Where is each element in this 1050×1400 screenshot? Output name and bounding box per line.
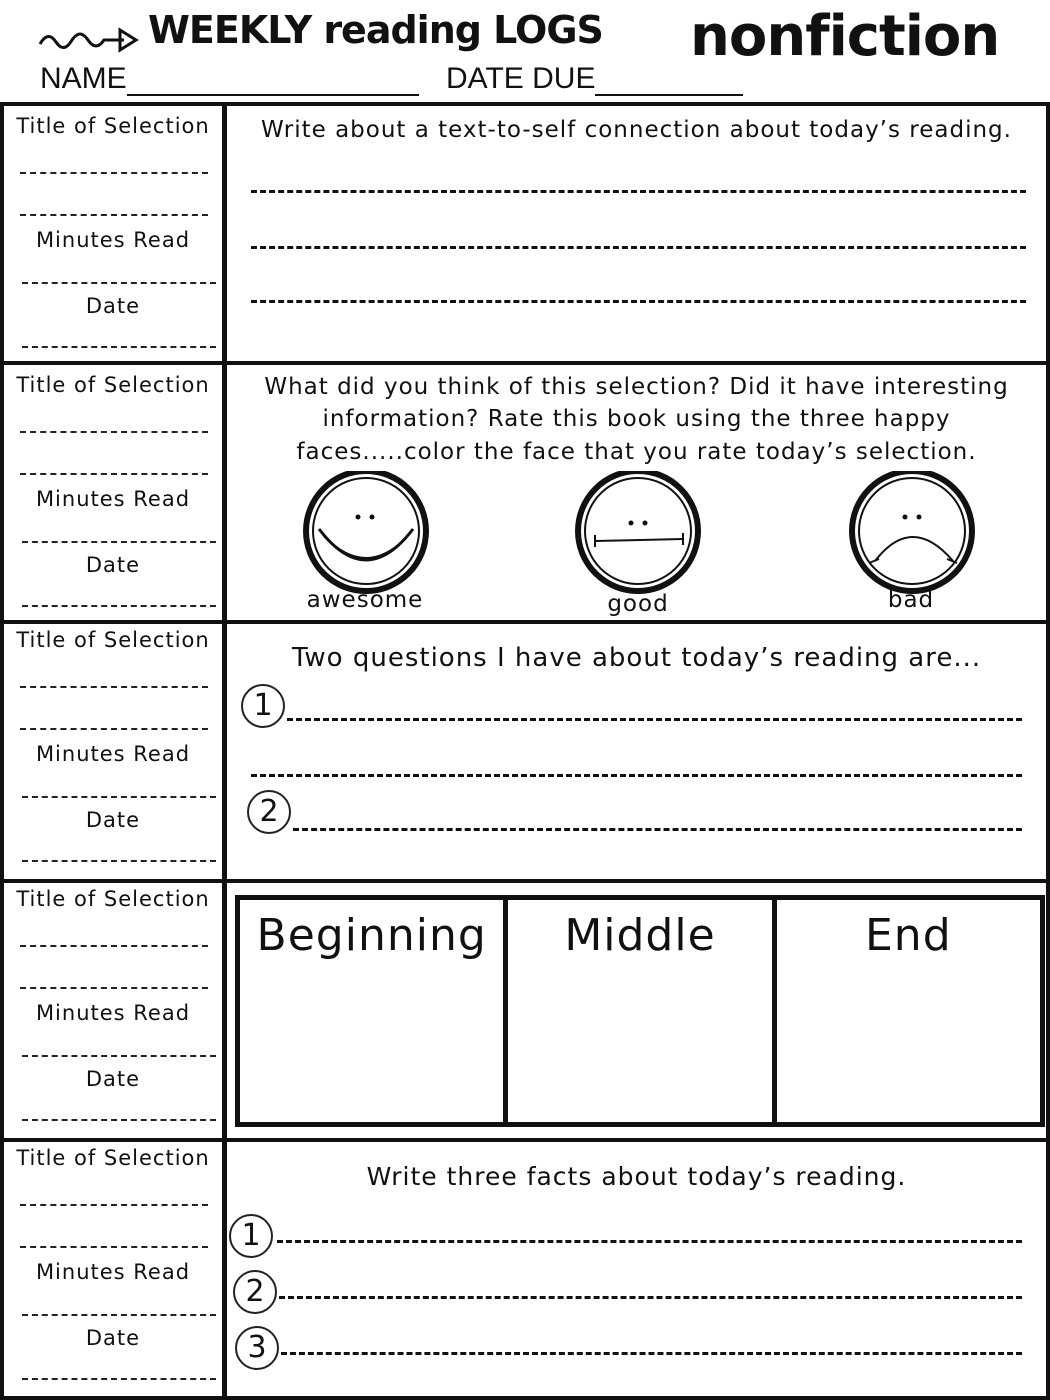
title-blank-2[interactable] (20, 473, 208, 475)
date-blank[interactable] (22, 1378, 216, 1380)
title-of-selection-label: Title of Selection (16, 373, 210, 397)
date-label: Date (85, 1067, 141, 1091)
minutes-read-label: Minutes Read (35, 1001, 191, 1025)
rating-prompt-line-2: information? Rate this book using the three happy (322, 406, 951, 432)
log-section-4 (0, 879, 1050, 1142)
number-badge-1: 1 (241, 684, 285, 728)
title-blank-1[interactable] (20, 686, 208, 688)
minutes-read-label: Minutes Read (35, 1260, 191, 1284)
log-info-column (4, 883, 227, 1138)
log-info-column (4, 624, 227, 879)
date-label: Date (85, 1326, 141, 1350)
title-blank-2[interactable] (20, 987, 208, 989)
facts-area (227, 1142, 1046, 1396)
title-blank-2[interactable] (20, 1246, 208, 1248)
title-blank-1[interactable] (20, 431, 208, 433)
face-label-bad: bad (887, 587, 935, 613)
writing-line[interactable] (251, 190, 1026, 193)
number-badge-2: 2 (233, 1270, 277, 1314)
face-label-good: good (607, 591, 669, 617)
minutes-read-label: Minutes Read (35, 228, 191, 252)
minutes-read-label: Minutes Read (35, 487, 191, 511)
writing-line[interactable] (287, 718, 1022, 721)
title-blank-1[interactable] (20, 1204, 208, 1206)
sad-face-icon[interactable] (847, 471, 977, 601)
connection-prompt: Write about a text-to-self connection about today’s reading. (261, 117, 1012, 143)
title-of-selection-label: Title of Selection (16, 628, 210, 652)
response-area (227, 106, 1046, 361)
log-info-column (4, 365, 227, 620)
log-section-5 (0, 1138, 1050, 1400)
date-blank[interactable] (22, 1119, 216, 1121)
beginning-middle-end-table (235, 895, 1045, 1127)
rating-area (227, 365, 1046, 620)
writing-line[interactable] (279, 1296, 1022, 1299)
writing-line[interactable] (277, 1240, 1022, 1243)
minutes-blank[interactable] (22, 282, 216, 284)
title-of-selection-label: Title of Selection (16, 114, 210, 138)
date-due-field[interactable] (446, 62, 743, 96)
log-section-3 (0, 620, 1050, 883)
title-blank-2[interactable] (20, 728, 208, 730)
log-title: WEEKLY reading LOGS (148, 8, 603, 52)
title-of-selection-label: Title of Selection (16, 1146, 210, 1170)
writing-line[interactable] (293, 828, 1022, 831)
minutes-read-label: Minutes Read (35, 742, 191, 766)
title-blank-1[interactable] (20, 945, 208, 947)
number-badge-1: 1 (229, 1214, 273, 1258)
writing-line[interactable] (281, 1352, 1022, 1355)
rating-prompt-line-3: faces.....color the face that you rate today’s selection. (296, 439, 977, 465)
minutes-blank[interactable] (22, 1055, 216, 1057)
minutes-blank[interactable] (22, 541, 216, 543)
name-label: NAME (40, 62, 127, 95)
date-label: Date (85, 553, 141, 577)
happy-face-icon[interactable] (301, 471, 431, 601)
facts-prompt: Write three facts about today’s reading. (366, 1162, 907, 1191)
title-of-selection-label: Title of Selection (16, 887, 210, 911)
questions-prompt: Two questions I have about today’s reading are... (291, 643, 982, 673)
date-due-label: DATE DUE (446, 62, 596, 95)
log-section-2 (0, 361, 1050, 624)
date-due-blank[interactable] (595, 64, 743, 96)
log-info-column (4, 1142, 227, 1396)
writing-line[interactable] (251, 300, 1026, 303)
neutral-face-icon[interactable] (573, 471, 703, 601)
title-blank-1[interactable] (20, 172, 208, 174)
log-section-1 (0, 102, 1050, 365)
number-badge-3: 3 (235, 1326, 279, 1370)
squiggle-arrow-icon (38, 24, 142, 54)
date-blank[interactable] (22, 860, 216, 862)
middle-column[interactable]: Middle (508, 900, 776, 1122)
date-label: Date (85, 808, 141, 832)
face-label-awesome: awesome (306, 587, 424, 613)
date-label: Date (85, 294, 141, 318)
writing-line[interactable] (251, 246, 1026, 249)
story-structure-area (227, 883, 1046, 1138)
end-column[interactable]: End (865, 910, 952, 961)
date-blank[interactable] (22, 605, 216, 607)
questions-area (227, 624, 1046, 879)
log-info-column (4, 106, 227, 361)
title-blank-2[interactable] (20, 214, 208, 216)
minutes-blank[interactable] (22, 1314, 216, 1316)
date-blank[interactable] (22, 346, 216, 348)
beginning-column[interactable]: Beginning (240, 900, 508, 1122)
number-badge-2: 2 (247, 790, 291, 834)
minutes-blank[interactable] (22, 796, 216, 798)
rating-prompt-line-1: What did you think of this selection? Did it have interesting (264, 374, 1009, 400)
page-header (0, 0, 1050, 104)
name-field[interactable] (40, 62, 419, 96)
name-blank[interactable] (127, 64, 419, 96)
writing-line[interactable] (251, 774, 1022, 777)
genre-title: nonfiction (690, 4, 1000, 69)
